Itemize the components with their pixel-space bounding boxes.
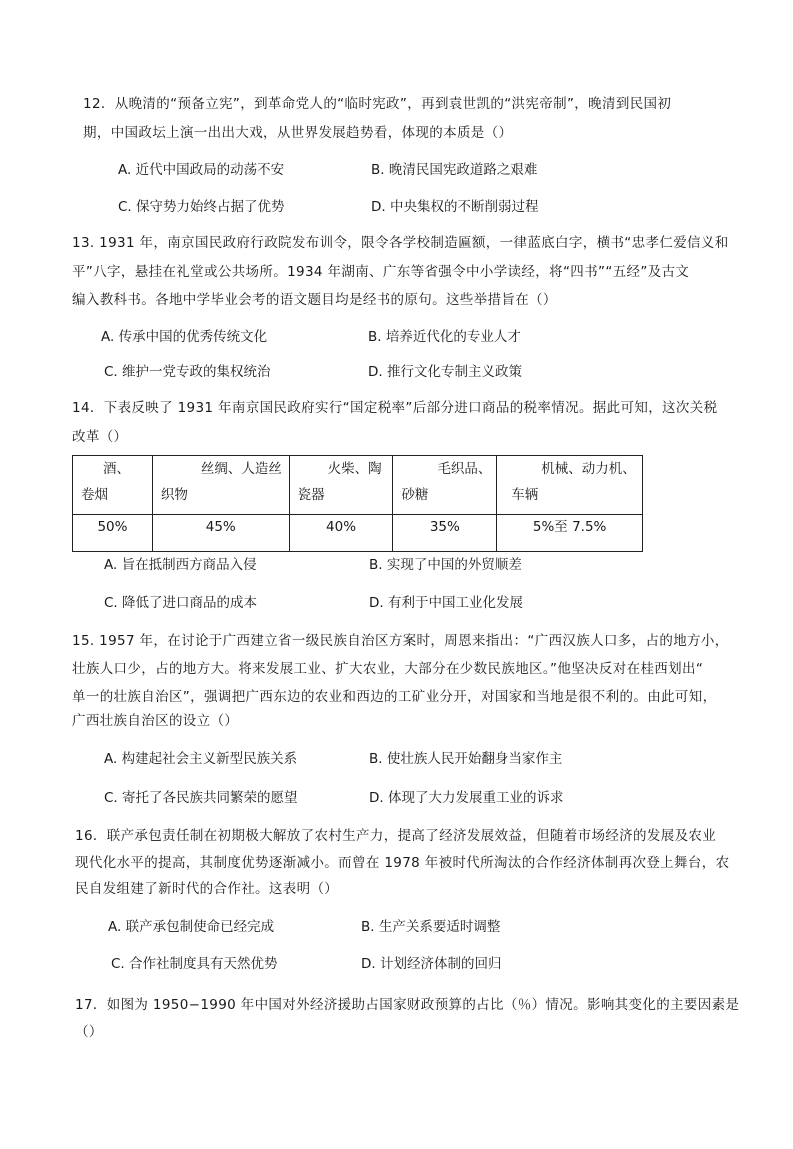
question-13-stem-line-1: 13. 1931 年，南京国民政府行政院发布训令，限令各学校制造匾额，一律蓝底白字，横书“忠孝仁爱信义和 — [72, 235, 729, 251]
header-text: 火柴、陶 — [327, 461, 382, 477]
table-header-cell — [289, 456, 393, 515]
question-16-option-a[interactable]: A. 联产承包制使命已经完成 — [108, 919, 275, 935]
question-14-stem-line-1: 14．下表反映了 1931 年南京国民政府实行“国定税率”后部分进口商品的税率情况。据此可知，这次关税 — [72, 400, 718, 416]
header-text: 织物 — [160, 487, 188, 503]
header-text: 机械、动力机、 — [541, 461, 636, 477]
question-12-stem-line-2: 期，中国政坛上演一出出大戏，从世界发展趋势看，体现的本质是（） — [83, 125, 513, 141]
table-header-row — [73, 456, 643, 515]
question-15-stem-line-3: 单一的壮族自治区”，强调把广西东边的农业和西边的工矿业分开，对国家和当地是很不利的。由此可知， — [72, 689, 717, 705]
header-text: 丝绸、人造丝 — [200, 461, 282, 477]
question-12-option-a[interactable]: A. 近代中国政局的动荡不安 — [118, 162, 285, 178]
table-cell — [152, 515, 289, 552]
question-15-stem-line-2: 壮族人口少，占的地方大。将来发展工业、扩大农业，大部分在少数民族地区。”他坚决反对在桂西划出“ — [72, 661, 704, 677]
question-16-stem-line-1: 16．联产承包责任制在初期极大解放了农村生产力，提高了经济发展效益，但随着市场经济的发展及农业 — [75, 828, 717, 844]
question-14-option-b[interactable]: B. 实现了中国的外贸顺差 — [369, 557, 522, 573]
question-14-option-a[interactable]: A. 旨在抵制西方商品入侵 — [104, 557, 257, 573]
question-13-option-a[interactable]: A. 传承中国的优秀传统文化 — [101, 329, 268, 345]
question-15-option-a[interactable]: A. 构建起社会主义新型民族关系 — [104, 751, 298, 767]
header-text: 毛织品、 — [437, 461, 492, 477]
header-text: 砂糖 — [401, 487, 429, 503]
question-16-stem-line-2: 现代化水平的提高，其制度优势逐渐减小。而曾在 1978 年被时代所淘汰的合作经济体制再次登上舞台，农 — [75, 855, 730, 871]
tariff-rate-table — [72, 455, 643, 552]
question-12-option-b[interactable]: B. 晚清民国宪政道路之艰难 — [371, 162, 538, 178]
table-cell — [393, 515, 497, 552]
header-text: 卷烟 — [81, 487, 108, 503]
question-17-stem-line-1: 17．如图为 1950−1990 年中国对外经济援助占国家财政预算的占比（％）情况。影响其变化的主要因素是 — [75, 997, 740, 1013]
table-header-cell — [73, 456, 153, 515]
table-header-cell — [497, 456, 643, 515]
question-15-option-c[interactable]: C. 寄托了各民族共同繁荣的愿望 — [104, 790, 298, 806]
table-header-cell — [152, 456, 289, 515]
question-16-option-c[interactable]: C. 合作社制度具有天然优势 — [111, 956, 278, 972]
question-13-option-d[interactable]: D. 推行文化专制主义政策 — [368, 364, 522, 380]
question-14-stem-line-2: 改革（） — [72, 429, 128, 445]
cell-value: 35% — [429, 519, 460, 535]
cell-value: 5%至 7.5% — [532, 519, 607, 535]
question-15-stem-line-4: 广西壮族自治区的设立（） — [72, 713, 239, 729]
question-14-option-c[interactable]: C. 降低了进口商品的成本 — [104, 595, 258, 611]
cell-value: 50% — [97, 519, 128, 535]
question-16-stem-line-3: 民自发组建了新时代的合作社。这表明（） — [75, 881, 339, 897]
question-13-option-b[interactable]: B. 培养近代化的专业人才 — [368, 329, 521, 345]
question-15-option-b[interactable]: B. 使壮族人民开始翻身当家作主 — [369, 751, 563, 767]
question-16-option-d[interactable]: D. 计划经济体制的回归 — [361, 956, 502, 972]
question-17-stem-line-2: （） — [75, 1024, 103, 1040]
cell-value: 45% — [205, 519, 236, 535]
header-text: 车辆 — [511, 487, 539, 503]
question-15-option-d[interactable]: D. 体现了大力发展重工业的诉求 — [369, 790, 564, 806]
question-12-option-d[interactable]: D. 中央集权的不断削弱过程 — [371, 199, 539, 215]
table-header-cell — [393, 456, 497, 515]
question-14-option-d[interactable]: D. 有利于中国工业化发展 — [369, 595, 523, 611]
table-row — [73, 515, 643, 552]
question-12-option-c[interactable]: C. 保守势力始终占据了优势 — [118, 199, 285, 215]
cell-value: 40% — [326, 519, 357, 535]
question-16-option-b[interactable]: B. 生产关系要适时调整 — [361, 919, 501, 935]
header-text: 瓷器 — [297, 487, 325, 503]
table-cell — [497, 515, 643, 552]
header-text: 酒、 — [103, 461, 130, 477]
question-15-stem-line-1: 15. 1957 年，在讨论于广西建立省一级民族自治区方案时，周恩来指出：“广西汉族人口多，占的地方小， — [72, 633, 729, 649]
question-13-stem-line-2: 平”八字，悬挂在礼堂或公共场所。1934 年湖南、广东等省强令中小学读经，将“四书”“五经”及古文 — [72, 264, 690, 280]
question-12-stem-line-1: 12．从晚清的“预备立宪”，到革命党人的“临时宪政”，再到袁世凯的“洪宪帝制”，晚清到民国初 — [83, 96, 672, 112]
question-13-option-c[interactable]: C. 维护一党专政的集权统治 — [104, 364, 271, 380]
question-13-stem-line-3: 编入教科书。各地中学毕业会考的语文题目均是经书的原句。这些举措旨在（） — [72, 292, 557, 308]
table-cell — [73, 515, 153, 552]
table-cell — [289, 515, 393, 552]
